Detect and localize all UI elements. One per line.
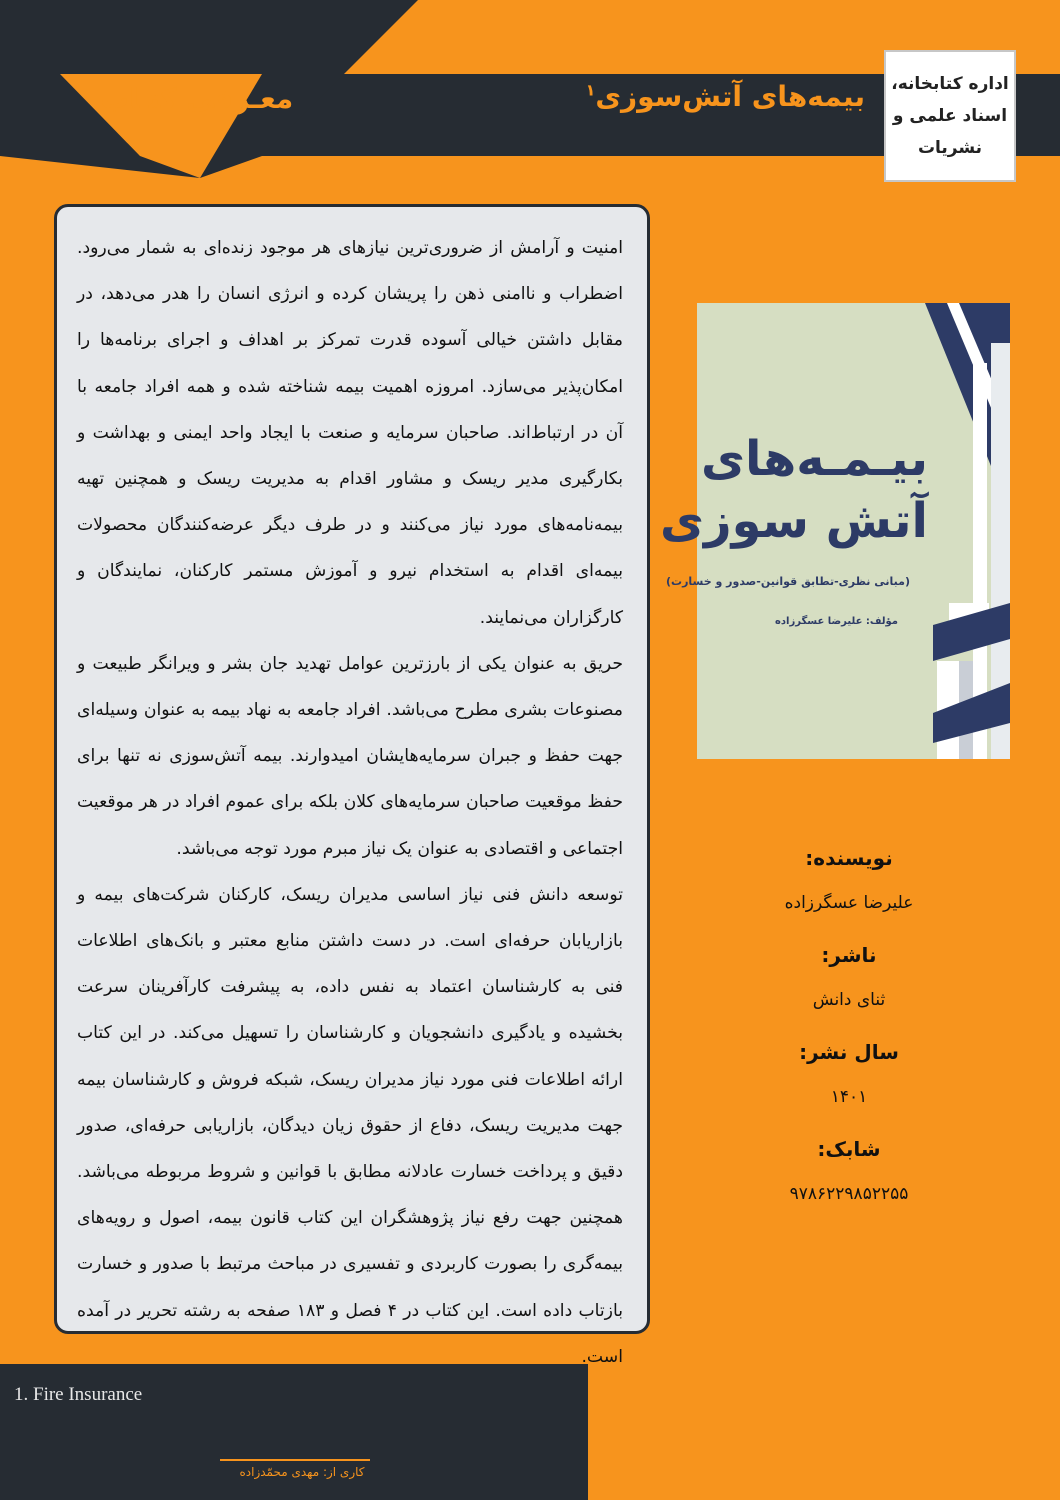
cover-title-line1: بیـمـه‌های xyxy=(700,431,928,487)
year-label: سال نشر: xyxy=(799,1040,899,1064)
isbn-label: شابک: xyxy=(817,1137,881,1161)
publisher-value: ثنای دانش xyxy=(812,990,886,1010)
publisher-label: ناشر: xyxy=(821,943,877,967)
page-title xyxy=(586,80,865,113)
cover-subtitle: (مبانی نظری-تطابق قوانین-صدور و خسارت) xyxy=(665,575,910,588)
paragraph: توسعه دانش فنی نیاز اساسی مدیران ریسک، کارکنان شرکت‌های بیمه و بازاریابان حرفه‌ای است. در دست داشتن منابع معتبر و بانک‌های اطلاعات فنی به کارشناسان اعتماد به نفس داده، به پیشرفت کارآفرینان سرعت بخشیده و یادگیری دانشجویان و کارشناسان را تسهیل می‌کند. در این کتاب ارائه اطلاعات فنی مورد نیاز مدیران ریسک، شبکه فروش و کارشناسان بیمه جهت مدیریت ریسک، دفاع از حقوق زیان دیدگان، بازاریابی حرفه‌ای، صدور دقیق و پرداخت خسارت عادلانه مطابق با قوانین و شروط مربوطه می‌باشد. همچنین جهت رفع نیاز پژوهشگران این کتاب قانون بیمه، اصول و رویه‌های بیمه‌گری را بصورت کاربردی و تفسیری در مباحث مرتبط با صدور و خسارت بازتاب داده است. این کتاب در ۴ فصل و ۱۸۳ صفحه به رشته تحریر در آمده است. xyxy=(77,884,624,1367)
author-label: نویسنده: xyxy=(805,846,893,870)
section-title: معـرفی کتـاب xyxy=(100,82,294,115)
credit: کاری از: مهدی محمّدزاده xyxy=(239,1465,365,1479)
cover-author: مؤلف: علیرضا عسگرزاده xyxy=(775,616,898,627)
credit-divider xyxy=(220,1459,370,1461)
cover-title-line2: آتش سوزی xyxy=(660,493,928,549)
author-value: علیرضا عسگرزاده xyxy=(784,893,914,913)
department-box xyxy=(884,50,1016,182)
isbn-value: ۹۷۸۶۲۲۹۸۵۲۲۵۵ xyxy=(789,1184,909,1204)
book-cover xyxy=(660,303,1010,759)
footnote-marker: ۱ xyxy=(585,80,596,100)
year-value: ۱۴۰۱ xyxy=(830,1087,868,1107)
description-panel xyxy=(54,204,650,1367)
department-label: اداره کتابخانه، اسناد علمی و نشریات xyxy=(891,74,1009,158)
book-title-text: بیمه‌های آتش‌سوزی xyxy=(595,80,865,113)
paragraph: امنیت و آرامش از ضروری‌ترین نیازهای هر موجود زنده‌ای به شمار می‌رود. اضطراب و ناامنی ذهن را پریشان کرده و انرژی انسان را هدر می‌دهد، در مقابل داشتن خیالی آسوده قدرت تمرکز بر اهداف و اجرای برنامه‌ها را امکان‌پذیر می‌سازد. امروزه اهمیت بیمه شناخته شده و همه افراد جامعه با آن در ارتباط‌اند. صاحبان سرمایه و صنعت با ایجاد واحد ایمنی و بهداشت و بکارگیری مدیر ریسک و مشاور اقدام به مدیریت ریسک و همچنین تهیه بیمه‌نامه‌های مورد نیاز می‌کنند و در طرف دیگر عرضه‌کنندگان محصولات بیمه‌ای اقدام به استخدام نیرو و آموزش مستمر کارکنان، نمایندگان و کارگزاران می‌نمایند. xyxy=(77,238,623,628)
footnote: 1. Fire Insurance xyxy=(14,1384,143,1405)
paragraph: حریق به عنوان یکی از بارزترین عوامل تهدید جان بشر و ویرانگر طبیعت و مصنوعات بشری مطرح می‌باشد. افراد جامعه به نهاد بیمه به عنوان وسیله‌ای جهت حفظ و جبران سرمایه‌هایشان امیدوارند. بیمه آتش‌سوزی نه تنها برای حفظ موقعیت صاحبان سرمایه‌های کلان بلکه برای عموم افراد در هر موقعیت اجتماعی و اقتصادی به عنوان یک نیاز مبرم مورد توجه می‌باشد. xyxy=(77,653,623,859)
